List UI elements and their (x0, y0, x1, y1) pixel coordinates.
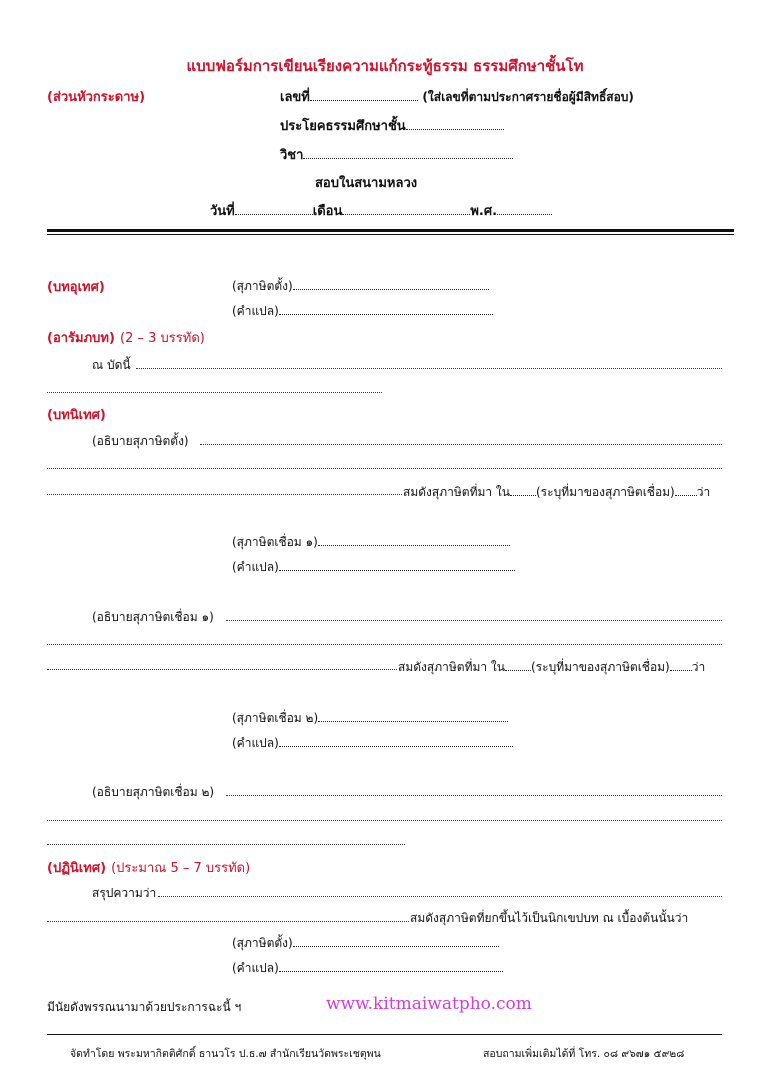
intro-label: (บทอุเทศ) (47, 280, 105, 295)
conclusion-cite: สมดังสุภาษิตที่ยกขึ้นไว้เป็นนิกเขปบท ณ เบื้องต้นนั้นว่า (410, 911, 689, 925)
header-section-label: (ส่วนหัวกระดาษ) (47, 90, 146, 105)
month-field[interactable] (342, 202, 470, 215)
body-cite-row-2 (398, 658, 705, 677)
day-field[interactable] (235, 202, 313, 215)
conclusion-proverb-field[interactable] (293, 934, 499, 947)
link2-explain-line-3[interactable] (47, 844, 405, 845)
body-main-line-2[interactable] (47, 468, 722, 469)
conclusion-lines-hint: (ประมาณ 5 – 7 บรรทัด) (111, 861, 251, 876)
intro-translation-row (232, 302, 493, 321)
page-title: แบบฟอร์มการเขียนเรียงความแก้กระทู้ธรรม ธรรมศึกษาชั้นโท (186, 57, 584, 75)
link1-label: (สุภาษิตเชื่อม ๑) (232, 535, 318, 549)
subject-label: วิชา (280, 148, 304, 163)
link2-explain-line-2[interactable] (47, 820, 722, 821)
conclusion-translation-field[interactable] (279, 959, 503, 972)
body-cite-field-2[interactable] (505, 658, 531, 671)
body-cite-dots-1 (675, 483, 697, 496)
level-label: ประโยคธรรมศึกษาชั้น (280, 119, 406, 134)
body-cite-field-1[interactable] (510, 483, 536, 496)
closing-text: มีนัยดังพรรณนามาด้วยประการฉะนี้ ฯ (47, 1000, 242, 1014)
intro-translation-label: (คำแปล) (232, 304, 279, 318)
conclusion-label: (ปฏินิเทศ) (47, 861, 107, 876)
link1-translation-label: (คำแปล) (232, 560, 279, 574)
body-cite-dots-2 (670, 658, 692, 671)
intro-translation-field[interactable] (279, 302, 493, 315)
level-row (280, 115, 504, 136)
month-label: เดือน (312, 204, 343, 219)
day-label: วันที่ (210, 204, 235, 219)
conclusion-translation-row (232, 959, 503, 978)
body-cite-text-2: สมดังสุภาษิตที่มา ใน (398, 660, 505, 674)
body-cite-end-2: ว่า (691, 660, 706, 674)
intro-proverb-row (232, 277, 489, 296)
intro-proverb-field[interactable] (293, 277, 489, 290)
year-label: พ.ศ. (470, 204, 498, 219)
body-main-line-1[interactable] (200, 444, 722, 445)
venue-text: สอบในสนามหลวง (315, 176, 418, 191)
link1-explain-line-3[interactable] (47, 669, 397, 670)
level-field[interactable] (406, 117, 504, 130)
link2-translation-field[interactable] (279, 734, 513, 747)
number-label: เลขที่ (280, 90, 310, 105)
conclusion-proverb-row (232, 934, 499, 953)
link1-translation-row (232, 558, 515, 577)
link2-field[interactable] (318, 709, 508, 722)
header-rule-thick (47, 229, 734, 232)
body-label: (บทนิเทศ) (47, 408, 106, 423)
conclusion-starter: สรุปความว่า (92, 886, 157, 900)
number-field[interactable] (310, 88, 418, 101)
body-explain-main: (อธิบายสุภาษิตตั้ง) (92, 434, 189, 448)
website-link[interactable]: www.kitmaiwatpho.com (326, 994, 532, 1014)
link2-translation-label: (คำแปล) (232, 736, 279, 750)
link2-label: (สุภาษิตเชื่อม ๒) (232, 711, 319, 725)
opening-line-1[interactable] (136, 368, 722, 369)
footer-contact: สอบถามเพิ่มเติมได้ที่ โทร. ๐๘ ๙๖๗๑ ๕๙๒๘ (483, 1048, 685, 1060)
link2-explain-line-1[interactable] (226, 795, 722, 796)
footer-rule (47, 1034, 722, 1035)
number-row (280, 86, 634, 107)
opening-line-2[interactable] (47, 392, 382, 393)
link1-field[interactable] (318, 533, 510, 546)
header-rule-thin (47, 234, 734, 235)
link2-row (232, 709, 508, 728)
conclusion-heading (47, 857, 250, 878)
opening-label: (อารัมภบท) (47, 331, 115, 346)
opening-heading (47, 327, 205, 348)
body-cite-row-1 (403, 483, 710, 502)
opening-lines-hint: (2 – 3 บรรทัด) (120, 331, 205, 346)
conclusion-translation-label: (คำแปล) (232, 961, 279, 975)
body-main-line-3[interactable] (47, 494, 402, 495)
year-field[interactable] (497, 202, 552, 215)
subject-row (280, 144, 513, 165)
body-cite-end-1: ว่า (696, 485, 711, 499)
body-explain-link2: (อธิบายสุภาษิตเชื่อม ๒) (92, 785, 215, 799)
link1-row (232, 533, 510, 552)
conclusion-line-1[interactable] (158, 896, 722, 897)
subject-field[interactable] (303, 146, 513, 159)
intro-proverb-label: (สุภาษิตตั้ง) (232, 279, 293, 293)
link1-explain-line-1[interactable] (226, 620, 722, 621)
conclusion-proverb-label: (สุภาษิตตั้ง) (232, 936, 293, 950)
body-cite-text-1: สมดังสุภาษิตที่มา ใน (403, 485, 510, 499)
opening-starter: ณ บัดนี้ (92, 358, 131, 372)
date-row (210, 200, 552, 221)
body-explain-link1: (อธิบายสุภาษิตเชื่อม ๑) (92, 610, 214, 624)
link2-translation-row (232, 734, 513, 753)
body-cite-hint-2: (ระบุที่มาของสุภาษิตเชื่อม) (531, 660, 670, 674)
link1-explain-line-2[interactable] (47, 644, 722, 645)
number-hint: (ใส่เลขที่ตามประกาศรายชื่อผู้มีสิทธิ์สอบ) (422, 90, 634, 104)
link1-translation-field[interactable] (279, 558, 515, 571)
body-cite-hint-1: (ระบุที่มาของสุภาษิตเชื่อม) (536, 485, 675, 499)
conclusion-line-2[interactable] (47, 921, 409, 922)
footer-author: จัดทำโดย พระมหากิตติศักดิ์ ธานวโร ป.ธ.๗ สำนักเรียนวัดพระเชตุพน (70, 1048, 381, 1060)
